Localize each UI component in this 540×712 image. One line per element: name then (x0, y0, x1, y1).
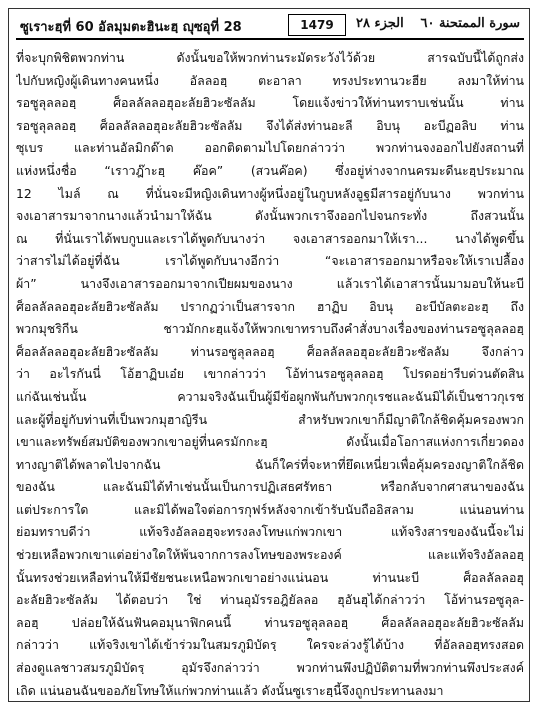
text-line: เถิด แน่นอนฉันขออภัยโทษให้แก่พวกท่านแล้ว ดังนั้นซูเราะฮฺนี้จึงถูกประทานลงมา (16, 682, 444, 698)
page-number: 1479 (288, 14, 346, 36)
text-line: ว่าสารไม่ได้อยู่ที่ฉัน เราได้พูดกับนางอีกว่า “จะเอาสารออกมาหรือจะให้เราเปลื้อง (16, 253, 524, 269)
text-line: ที่จะบุกพิชิตพวกท่าน ดังนั้นขอให้พวกท่านระมัดระวังไว้ด้วย สารฉบับนี้ได้ถูกส่ง (16, 50, 524, 65)
text-line: ศ็อลลัลลอฮุอะลัยฮิวะซัลลัม ปรากฏว่าเป็นสารจาก ฮาฏิบ อิบนุ อะบีบัลตะอะฮฺ ถึง (16, 298, 524, 314)
text-line: ศ็อลลัลลอฮุอะลัยฮิวะซัลลัม ท่านรอซูลุลลอฮฺ ศ็อลลัลลอฮุอะลัยฮิวะซัลลัม จึงกล่าว (16, 343, 524, 359)
text-line: ผ้า” นางจึงเอาสารออกมาจากเปียผมของนาง แล้วเราได้เอาสารนั้นมามอบให้นะบี (16, 275, 524, 291)
text-line: ย่อมทราบดีว่า แท้จริงอัลลอฮฺจะทรงลงโทษแก่พวกเขา แท้จริงสารของฉันนี้จะไม่ (16, 524, 524, 540)
body-text (16, 47, 524, 702)
text-line: นั้นทรงช่วยเหลือท่านให้มีชัยชนะเหนือพวกเขาอย่างแน่นอน ท่านนะบี ศ็อลลัลลอฮุ (16, 569, 524, 585)
text-line: รอซูลุลลอฮฺ ศ็อลลัลลอฮุอะลัยฮิวะซัลลัม โดยแจ้งข่าวให้ท่านทราบเช่นนั้น ท่าน (16, 95, 524, 111)
header-juz: الجزء ٢٨ (356, 16, 404, 31)
text-line: เขาและทรัพย์สมบัติของพวกเขาอยู่ที่นครมักกะฮฺ ดังนั้นเมื่อโอกาสแห่งการเกี่ยวดอง (16, 434, 524, 450)
text-line: ส่องดูแลชาวสมรภูมิบัดรฺ อุมัรจึงกล่าวว่า พวกท่านพึงปฏิบัติตามที่พวกท่านพึงประสงค์ (16, 660, 524, 676)
header-surah: سورة الممتحنة ٦٠ (420, 16, 520, 31)
text-line: และผู้ที่อยู่กับท่านที่เป็นพวกมุฮาญิรีน สำหรับพวกเขาก็มีญาติใกล้ชิดคุ้มครองพวก (16, 411, 524, 427)
text-line: 12 ไมล์ ณ ที่นั่นจะมีหญิงเดินทางผู้หนึ่งอยู่ในกูบหลังอูฐมีสารอยู่กับนาง พวกท่าน (16, 185, 524, 201)
text-line: กล่าวว่า แท้จริงเขาได้เข้าร่วมในสมรภูมิบัดรฺ ใครจะล่วงรู้ได้บ้าง ที่อัลลอฮฺทรงสอด (16, 637, 524, 653)
text-line: จงเอาสารมาจากนางแล้วนำมาให้ฉัน ดังนั้นพวกเราจึงออกไปจนกระทั่ง ถึงสวนนั้น (16, 208, 524, 224)
text-line: แก่ฉันเช่นนั้น ความจริงฉันเป็นผู้มีข้อผูกพันกับพวกกุเรชและฉันมิได้เป็นชาวกุเรช (16, 388, 524, 404)
page-header (16, 14, 524, 40)
text-line: พวกมุชริกีน ชาวมักกะฮฺแจ้งให้พวกเขาทราบถึงคำสั่งบางเรื่องของท่านรอซูลุลลอฮฺ (16, 321, 524, 337)
text-line: ไปกับหญิงผู้เดินทางคนหนึ่ง อัลลอฮฺ ตะอาลา ทรงประทานวะฮีย ลงมาให้ท่าน (16, 72, 524, 88)
text-line: ทางญาติได้พลาดไปจากฉัน ฉันก็ใคร่ที่จะหาที่ยึดเหนี่ยวเพื่อคุ้มครองญาติใกล้ชิด (16, 456, 524, 472)
text-line: ว่า อะไรกันนี่ โอ้ฮาฏิบเอ๋ย เขากล่าวว่า โอ้ท่านรอซูลุลลอฮฺ โปรดอย่ารีบด่วนตัดสิน (16, 366, 524, 382)
text-line: ณ ที่นั่นเราได้พบกูบและเราได้พูดกับนางว่า จงเอาสารออกมาให้เรา... นางได้พูดขึ้น (16, 230, 524, 246)
text-line: อะลัยฮิวะซัลลัม ได้ตอบว่า ใช่ ท่านอุมัรรอฎิยัลลอ ฮุอันฮุได้กล่าวว่า โอ้ท่านรอซูลุล- (16, 592, 524, 608)
text-line: ช่วยเหลือพวกเขาแต่อย่างใดให้พ้นจากการลงโทษของพระองค์ และแท้จริงอัลลอฮฺ (16, 547, 524, 563)
text-line: แต่ประการใด และมิได้พอใจต่อการกุฟร์หลังจากเข้ารับนับถืออิสลาม แน่นอนท่าน (16, 501, 524, 517)
text-line: รอซูลุลลอฮฺ ศ็อลลัลลอฮุอะลัยฮิวะซัลลัม จึงได้ส่งท่านอะลี อิบนุ อะบีฏอลิบ ท่าน (16, 117, 524, 133)
text-line: ของฉัน และฉันมิได้ทำเช่นนั้นเป็นการปฏิเสธศรัทธา หรือกลับจากศาสนาของฉัน (16, 479, 524, 495)
text-line: ลอฮฺ ปล่อยให้ฉันฟันคอมุนาฟิกคนนี้ ท่านรอซูลุลลอฮฺ ศ็อลลัลลอฮุอะลัยฮิวะซัลลัม (16, 614, 524, 630)
text-line: แห่งหนึ่งชื่อ “เราวฎ๊าะฮฺ ค๊อค” (สวนค๊อค) ซึ่งอยู่ห่างจากนครมะดีนะฮฺประมาณ (16, 162, 524, 178)
header-title: ซูเราะฮฺที่ 60 อัลมุมตะฮินะฮฺ ญุซอุที่ 28 (20, 20, 242, 35)
text-line: ซุเบร และท่านอัลมิกด๊าด ออกติดตามไปโดยกล่าวว่า พวกท่านจงออกไปยังสถานที่ (16, 140, 524, 156)
